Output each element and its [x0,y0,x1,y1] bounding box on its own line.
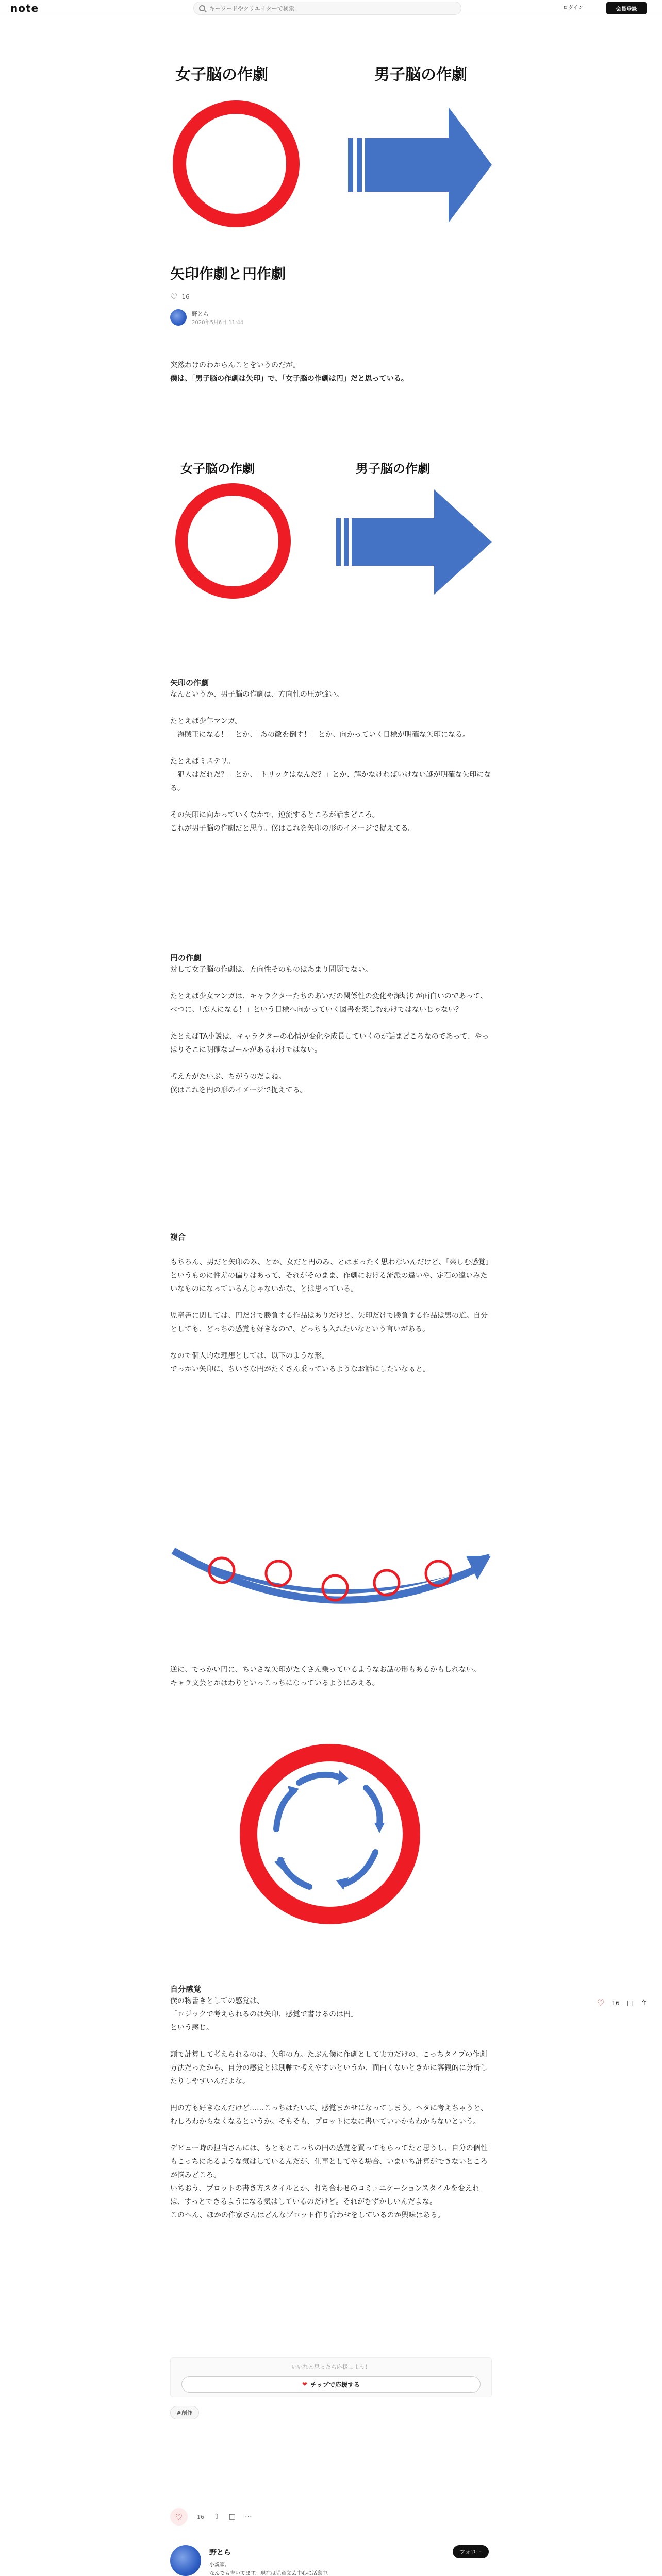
paragraph: 頭で計算して考えられるのは、矢印の方。たぶん僕に作劇として実力だけの、こっちタイプの作劇方法だったから、自分の感覚とは別軸で考えやすいというか、面白くないときかに客観的に分析したりしやすいんだよな。 [170,2050,488,2086]
note-logo[interactable]: note [10,2,39,14]
paragraph: たとえばTA小説は、キャラクターの心情が変化や成長していくのが話まどころなのであって、やっぱりそこに明確なゴールがあるわけではない。 [170,1032,489,1054]
support-box [170,2357,492,2397]
paragraph: なんというか、男子脳の作劇は、方向性の圧が強い。 [170,690,343,699]
follow-button[interactable]: フォロー [453,2545,489,2558]
figure2-circle-shape [181,489,285,592]
section-heading-self: 自分感覚 [170,1985,202,1994]
like-heart-icon[interactable]: ♡ [170,292,178,301]
section-heading-combined: 複合 [170,1232,186,1242]
paragraph: もちろん、男だと矢印のみ、とか、女だと円のみ、とはまったく思わないんだけど、「楽しむ感覚」というものに性差の偏りはあって、それがそのまま、作劇における流派の違いや、定石の違いみたいなものになっているんじゃないかな、とは思っている。 [170,1258,489,1293]
side-comment-icon[interactable]: □ [626,1998,634,2007]
hero-right-label: 男子脳の作劇 [374,66,467,84]
paragraph: これが男子脳の作劇だと思う。僕はこれを矢印の形のイメージで捉えてる。 [170,824,416,833]
hero-circle-shape [179,107,293,221]
paragraph: 逆に、でっかい円に、ちいさな矢印がたくさん乗っているようなお話の形もあるかもしれない。 [170,1666,481,1674]
paragraph: 考え方がたいぶ、ちがうのだよね。 [170,1073,286,1081]
paragraph: デビュー時の担当さんには、もともとこっちの円の感覚を買ってもらってたと思うし、自分の個性もこっちにあるような気はしているんだが、仕事としてやる場合、いまいち計算ができないところが悩みどころ。 [170,2144,488,2179]
share-icon[interactable]: ⇧ [213,2513,220,2521]
search-input[interactable] [209,5,446,12]
article-action-row [170,2508,252,2526]
author-name[interactable]: 野とら [192,310,209,317]
hashtag-chip[interactable]: #創作 [170,2406,199,2419]
paragraph: 「海賊王になる！」とか、「あの敵を倒す！」とか、向かっていく目標が明確な矢印になる。 [170,731,470,739]
action-like-count: 16 [197,2513,204,2520]
tip-heart-icon: ❤ [302,2381,308,2388]
figure-arrow-with-circles [170,1540,492,1613]
paragraph: 僕はこれを円の形のイメージで捉えてる。 [170,1086,307,1094]
intro-line-2: 僕は、「男子脳の作劇は矢印」で、「女子脳の作劇は円」だと思っている。 [170,375,408,383]
hero-left-label: 女子脳の作劇 [175,66,268,84]
side-share-icon[interactable]: ⇧ [640,1998,647,2007]
tip-button[interactable] [181,2376,481,2393]
search-box[interactable] [193,2,461,15]
author-bio-line: なんでも書いてます。現在は児童文芸中心に活動中。 [209,2571,333,2576]
author-bio-line: 小説家。 [209,2562,230,2568]
paragraph: たとえばミステリ。 [170,757,235,766]
publish-date: 2020年5月6日 11:44 [192,319,244,326]
author-card-avatar[interactable] [170,2545,201,2576]
figure3-illustration [170,1540,492,1613]
paragraph: なので個人的な理想としては、以下のような形。 [170,1352,329,1360]
comment-icon[interactable]: □ [228,2513,236,2521]
paragraph: 「犯人はだれだ？」とか、「トリックはなんだ？」とか、解かなければいけない謎が明確な矢印になる。 [170,771,491,792]
paragraph: その矢印に向かっていくなかで、逆流するところが話まどころ。 [170,811,379,819]
paragraph: 円の方も好きなんだけど……こっちはたいぶ、感覚まかせになってしまう。ヘタに考えちゃうと、むしろわからなくなるというか。そもそも、プロットになに書いていいかもわからないという。 [170,2104,488,2126]
login-link[interactable]: ログイン [563,5,584,11]
paragraph: たとえば少女マンガは、キャラクターたちのあいだの関係性の変化や深堀りが面白いのであって、べつに、「恋人になる！」という目標へ向かっていく図書を楽しむわけではないじゃない？ [170,992,488,1014]
figure2-right-label: 男子脳の作劇 [356,462,430,476]
support-prompt: いいなと思ったら応援しよう！ [291,2364,371,2370]
paragraph: 対して女子脳の作劇は、方向性そのものはあまり問題でない。 [170,965,372,974]
paragraph: でっかい矢印に、ちいさな円がたくさん乗っているようなお話にしたいなぁと。 [170,1365,430,1374]
paragraph: 「ロジックで考えられるのは矢印、感覚で書けるのは円」 [170,2010,358,2019]
like-button[interactable]: ♡ [170,2508,188,2526]
signup-button[interactable]: 会員登録 [606,2,647,14]
author-card [170,2545,492,2576]
paragraph: キャラ文芸とかはわりといっこっちになっているようにみえる。 [170,1679,379,1687]
tip-button-label: チップで応援する [310,2381,360,2388]
more-icon[interactable]: ⋯ [244,2513,252,2521]
paragraph: このへん、ほかの作家さんはどんなプロット作り合わせをしているのか興味はある。 [170,2211,445,2219]
paragraph: という感じ。 [170,2024,213,2032]
side-like-icon[interactable]: ♡ [597,1998,605,2008]
search-icon [199,5,205,11]
figure2-arrow-shape [336,489,492,595]
hero-illustration [170,52,492,247]
paragraph: たとえば少年マンガ。 [170,717,242,725]
figure-circle-vs-arrow [170,453,492,608]
section-heading-circle: 円の作劇 [170,953,202,962]
figure4-illustration [227,1741,433,1927]
paragraph: いちおう、プロットの書き方スタイルとか、打ち合わせのコミュニケーションスタイルを変えれば、すっとできるようになる気はしているのだけど。それがむずかしいんだよな。 [170,2184,479,2206]
hero-arrow-shape [348,107,492,223]
section-heading-arrow: 矢印の作劇 [170,678,209,687]
hero-image [170,52,492,247]
figure-circle-with-arrows [227,1741,433,1927]
top-navigation-bar [0,0,662,16]
article-title: 矢印作劇と円作劇 [170,265,286,282]
author-avatar[interactable] [170,309,187,326]
article-like-count: 16 [181,293,190,300]
figure2-left-label: 女子脳の作劇 [180,462,255,476]
figure2-illustration [170,453,492,608]
paragraph: 児童書に関しては、円だけで勝負する作品はありだけど、矢印だけで勝負する作品は男の道。自分としても、どっちの感覚も好きなので、どっちも入れたいなという言いがある。 [170,1312,488,1333]
intro-line-1: 突然わけのわからんことをいうのだが。 [170,361,300,369]
author-card-name[interactable]: 野とら [209,2549,231,2557]
paragraph: 僕の物書きとしての感覚は、 [170,1997,264,2005]
side-like-count: 16 [611,1999,620,2007]
floating-actions [597,1998,647,2008]
